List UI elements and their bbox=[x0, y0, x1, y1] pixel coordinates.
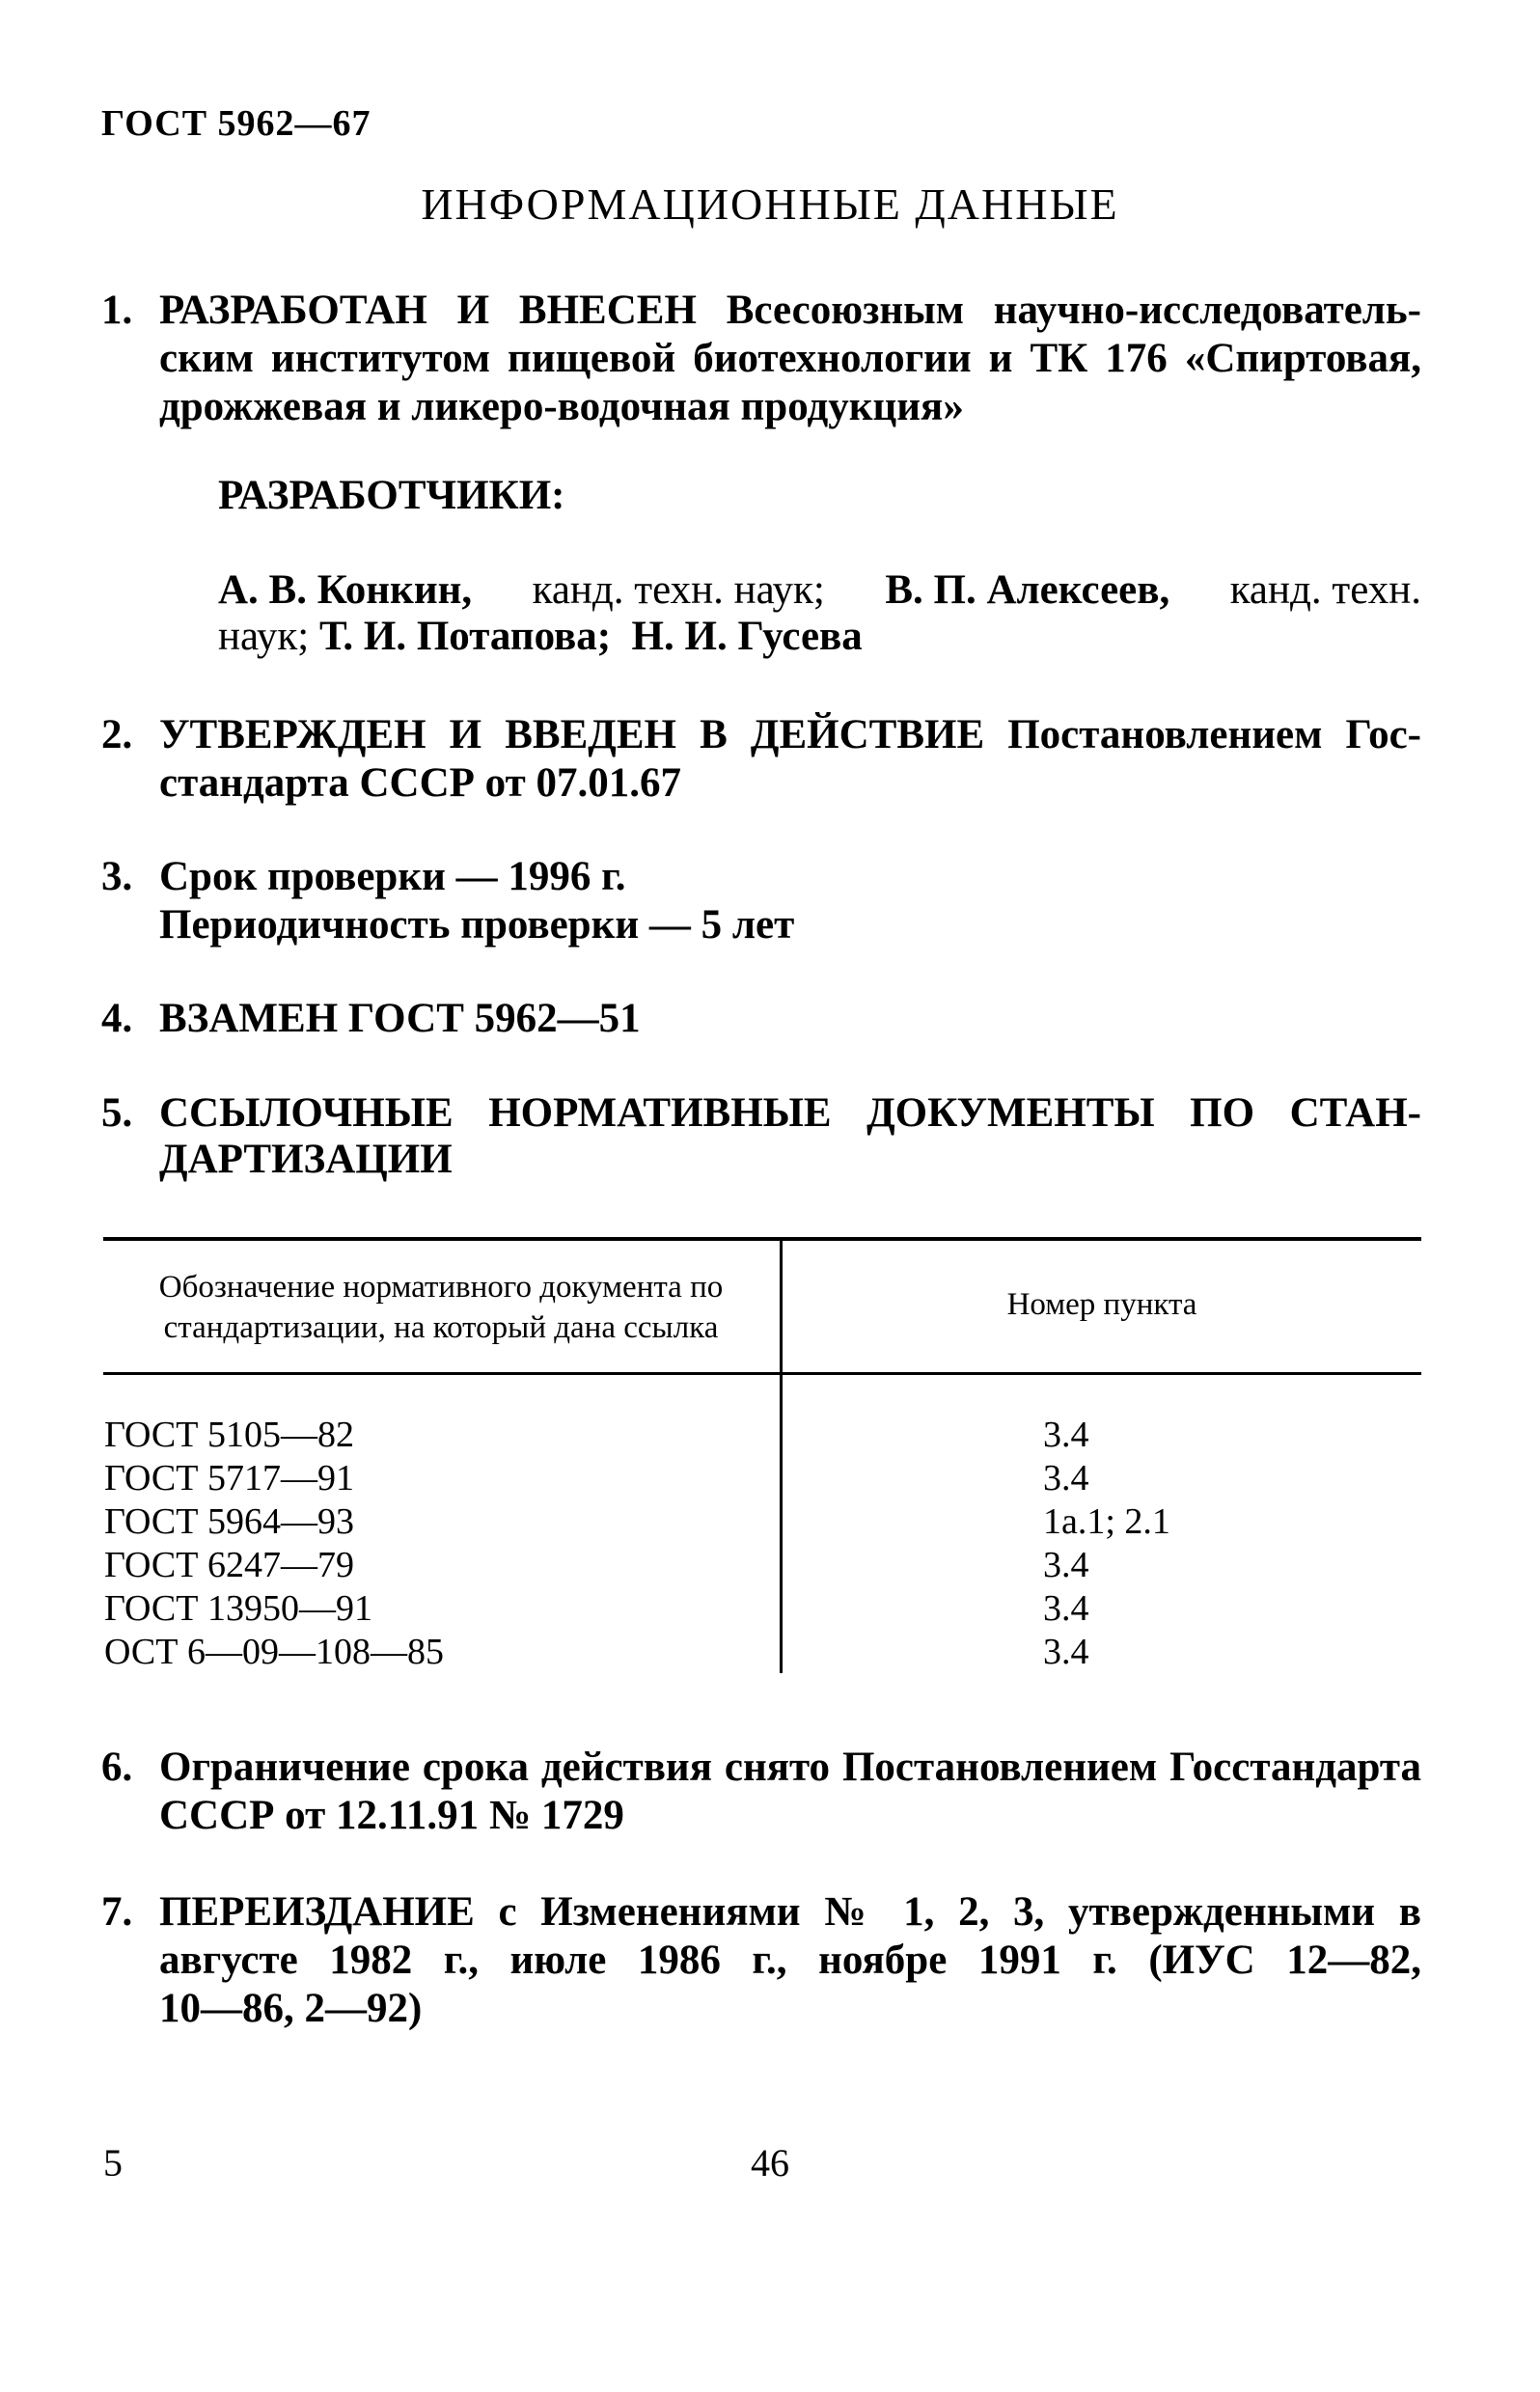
table-row-doc: ГОСТ 6247—79 bbox=[104, 1545, 354, 1585]
table-row-clause: 1a.1; 2.1 bbox=[1043, 1501, 1170, 1542]
footer-left-mark: 5 bbox=[103, 2141, 123, 2185]
table-row-doc: ГОСТ 13950—91 bbox=[104, 1588, 372, 1629]
table-header-document bbox=[103, 1267, 779, 1348]
item-6-line-2: СССР от 12.11.91 № 1729 bbox=[159, 1793, 624, 1838]
item-5-number: 5. bbox=[101, 1090, 133, 1136]
item-3-line-2: Периодичность проверки — 5 лет bbox=[159, 902, 795, 948]
item-7-line-1: ПЕРЕИЗДАНИЕ с Изменениями № 1, 2, 3, утвержденными в bbox=[159, 1889, 1421, 1935]
table-row-clause: 3.4 bbox=[1043, 1545, 1089, 1585]
item-3-line-1: Срок проверки — 1996 г. bbox=[159, 854, 626, 899]
item-1-line-1: РАЗРАБОТАН И ВНЕСЕН Всесоюзным научно-исследователь- bbox=[159, 288, 1421, 333]
table-row-doc: ГОСТ 5717—91 bbox=[104, 1458, 354, 1498]
item-4-number: 4. bbox=[101, 996, 133, 1041]
table-row-doc: ОСТ 6—09—108—85 bbox=[104, 1632, 444, 1672]
table-row-clause: 3.4 bbox=[1043, 1588, 1089, 1629]
table-header-line: стандартизации, на который дана ссылка bbox=[163, 1310, 719, 1345]
developers-line-2 bbox=[218, 614, 863, 660]
developer-name: Т. И. Потапова; bbox=[319, 614, 612, 659]
table-row-doc: ГОСТ 5105—82 bbox=[104, 1415, 354, 1455]
page-number: 46 bbox=[751, 2141, 789, 2185]
table-header-line: Обозначение нормативного документа по bbox=[158, 1270, 724, 1305]
item-1-number: 1. bbox=[101, 288, 133, 333]
item-6-number: 6. bbox=[101, 1745, 133, 1790]
item-6-line-1: Ограничение срока действия снято Постановлением Госстандарта bbox=[159, 1745, 1421, 1790]
item-3-number: 3. bbox=[101, 854, 133, 899]
item-7-number: 7. bbox=[101, 1889, 133, 1935]
table-header-clause: Номер пункта bbox=[1006, 1287, 1197, 1322]
developer-name: А. В. Конкин, bbox=[218, 567, 473, 613]
item-2-line-1: УТВЕРЖДЕН И ВВЕДЕН В ДЕЙСТВИЕ Постановлением Гос- bbox=[159, 712, 1421, 757]
table-row-clause: 3.4 bbox=[1043, 1458, 1089, 1498]
item-5-line-1: ССЫЛОЧНЫЕ НОРМАТИВНЫЕ ДОКУМЕНТЫ ПО СТАН- bbox=[159, 1090, 1421, 1136]
item-2-line-2: стандарта СССР от 07.01.67 bbox=[159, 760, 681, 806]
document-code: ГОСТ 5962—67 bbox=[101, 103, 371, 144]
developers-line-1 bbox=[218, 567, 1421, 614]
table-header-rule bbox=[103, 1372, 1421, 1375]
developers-heading: РАЗРАБОТЧИКИ: bbox=[218, 473, 565, 518]
table-top-rule bbox=[103, 1237, 1421, 1241]
item-2-number: 2. bbox=[101, 712, 133, 757]
item-7-line-2: августе 1982 г., июле 1986 г., ноябре 1991 г. (ИУС 12—82, bbox=[159, 1938, 1421, 1983]
item-5-line-2: ДАРТИЗАЦИИ bbox=[159, 1137, 453, 1182]
developer-degree: канд. техн. bbox=[1229, 567, 1421, 613]
developer-degree: наук; bbox=[218, 614, 310, 659]
table-row-clause: 3.4 bbox=[1043, 1632, 1089, 1672]
page-title: ИНФОРМАЦИОННЫЕ ДАННЫЕ bbox=[421, 179, 1119, 229]
developer-name: В. П. Алексеев, bbox=[885, 567, 1170, 613]
item-7-line-3: 10—86, 2—92) bbox=[159, 1986, 423, 2031]
item-4-line-1: ВЗАМЕН ГОСТ 5962—51 bbox=[159, 996, 641, 1041]
table-row-doc: ГОСТ 5964—93 bbox=[104, 1501, 354, 1542]
table-row-clause: 3.4 bbox=[1043, 1415, 1089, 1455]
item-1-line-3: дрожжевая и ликеро-водочная продукция» bbox=[159, 384, 964, 429]
item-1-line-2: ским институтом пищевой биотехнологии и ТК 176 «Спиртовая, bbox=[159, 336, 1421, 381]
developer-name: Н. И. Гусева bbox=[631, 614, 863, 659]
developer-degree: канд. техн. наук; bbox=[532, 567, 825, 613]
